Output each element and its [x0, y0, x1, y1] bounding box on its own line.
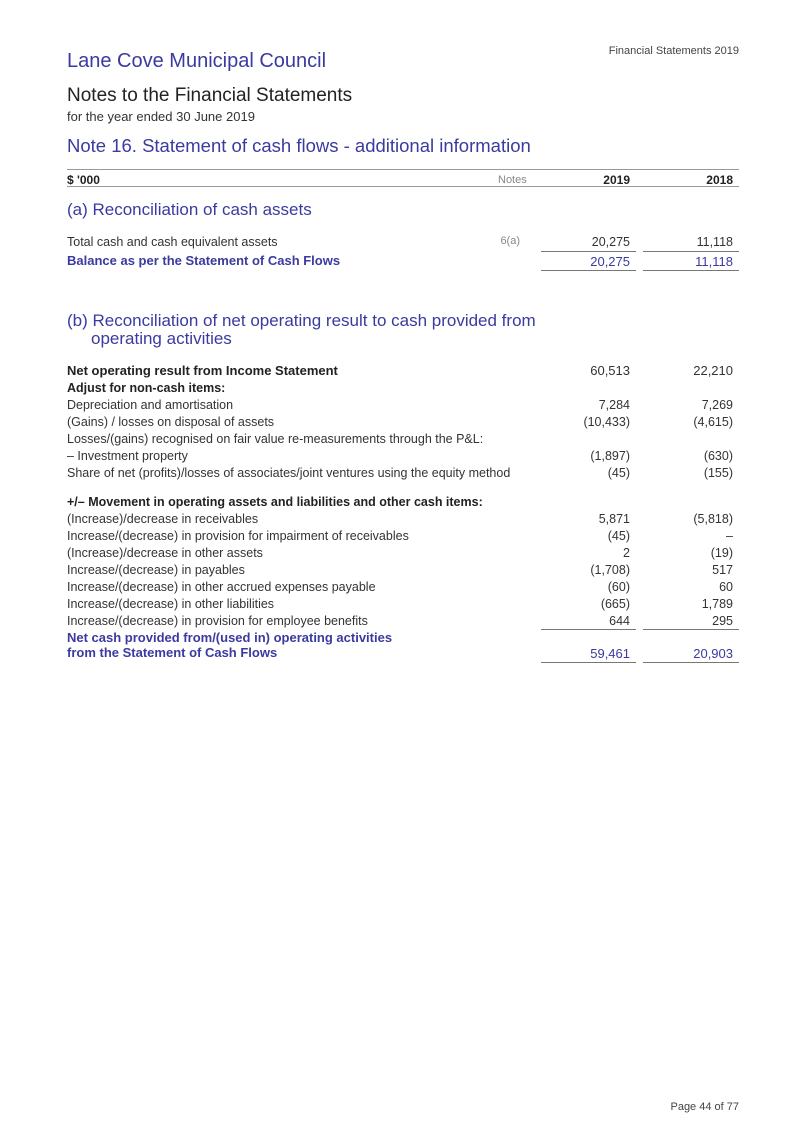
notes-title: Notes to the Financial Statements — [67, 85, 353, 106]
table-row — [0, 529, 806, 545]
section-b-title — [67, 312, 536, 348]
note-title: Note 16. Statement of cash flows - additional information — [67, 135, 531, 156]
value-2019: 2 — [623, 546, 630, 560]
total-rule-2018 — [643, 270, 739, 271]
notes-subtitle: for the year ended 30 June 2019 — [67, 109, 255, 124]
row-label: Depreciation and amortisation — [67, 398, 234, 412]
value-2018: (630) — [703, 449, 733, 463]
table-row-total — [0, 253, 806, 269]
value-2018: 60 — [719, 580, 733, 594]
total-rule-2019 — [541, 662, 636, 663]
row-note: 6(a) — [500, 235, 520, 247]
value-2019: 59,461 — [590, 646, 630, 661]
row-label: Share of net (profits)/losses of associates/joint ventures using the equity method — [67, 466, 511, 480]
value-2019: (1,708) — [590, 563, 630, 577]
table-row — [0, 580, 806, 596]
total-rule-2018 — [643, 662, 739, 663]
table-row-total — [0, 630, 806, 662]
row-label: +/– Movement in operating assets and liabilities and other cash items: — [67, 495, 483, 509]
year-2019-header: 2019 — [603, 173, 630, 187]
value-2018: 1,789 — [701, 597, 733, 611]
row-label: (Increase)/decrease in other assets — [67, 546, 263, 560]
header-rule-bottom — [67, 186, 739, 187]
value-2018: (155) — [703, 466, 733, 480]
row-label: Increase/(decrease) in other liabilities — [67, 597, 275, 611]
table-row — [0, 597, 806, 613]
document-label: Financial Statements 2019 — [608, 45, 739, 57]
table-row — [0, 466, 806, 482]
table-row — [0, 235, 806, 251]
value-2018: 22,210 — [693, 363, 733, 378]
value-2019: 644 — [609, 614, 630, 628]
table-row — [0, 415, 806, 431]
value-2019: 5,871 — [598, 512, 630, 526]
row-label: (Gains) / losses on disposal of assets — [67, 415, 275, 429]
row-label: – Investment property — [67, 449, 188, 463]
row-label: Total cash and cash equivalent assets — [67, 235, 278, 249]
value-2019: 20,275 — [590, 254, 630, 269]
table-row — [0, 449, 806, 465]
table-row — [0, 495, 806, 511]
row-label: Balance as per the Statement of Cash Flows — [67, 253, 341, 268]
value-2019: 7,284 — [598, 398, 630, 412]
value-2019: (60) — [607, 580, 630, 594]
value-2018: 517 — [712, 563, 733, 577]
council-name: Lane Cove Municipal Council — [67, 50, 327, 72]
value-2019: 20,275 — [591, 235, 630, 249]
section-b-title-line1: (b) Reconciliation of net operating result to cash provided from — [67, 311, 536, 330]
table-row — [0, 563, 806, 579]
row-label: Increase/(decrease) in other accrued expenses payable — [67, 580, 376, 594]
value-2018: 11,118 — [696, 235, 733, 249]
value-2018: – — [726, 529, 733, 543]
value-2018: 11,118 — [695, 254, 733, 269]
subtotal-rule-2019 — [541, 251, 636, 252]
table-row — [0, 614, 806, 630]
page-number: Page 44 of 77 — [670, 1101, 739, 1113]
table-row — [0, 398, 806, 414]
table-row — [0, 512, 806, 528]
value-2019: (45) — [607, 529, 630, 543]
total-label-line1: Net cash provided from/(used in) operating activities — [67, 630, 393, 645]
row-label: Losses/(gains) recognised on fair value re-measurements through the P&L: — [67, 432, 484, 446]
value-2019: (665) — [600, 597, 630, 611]
total-label-line2: from the Statement of Cash Flows — [67, 645, 278, 660]
row-label: (Increase)/decrease in receivables — [67, 512, 259, 526]
notes-header: Notes — [498, 174, 527, 186]
subtotal-rule-2018 — [643, 251, 739, 252]
value-2019: (1,897) — [590, 449, 630, 463]
value-2019: (10,433) — [583, 415, 630, 429]
row-label: Adjust for non-cash items: — [67, 381, 226, 395]
row-label: Increase/(decrease) in provision for impairment of receivables — [67, 529, 409, 543]
table-row — [0, 432, 806, 448]
table-row — [0, 381, 806, 397]
value-2018: (4,615) — [693, 415, 733, 429]
unit-header: $ '000 — [67, 173, 100, 187]
value-2019: (45) — [607, 466, 630, 480]
row-label: Increase/(decrease) in provision for employee benefits — [67, 614, 368, 628]
value-2018: 295 — [712, 614, 733, 628]
section-a-title: (a) Reconciliation of cash assets — [67, 200, 312, 219]
value-2018: (19) — [710, 546, 733, 560]
table-row — [0, 363, 806, 379]
value-2018: 7,269 — [701, 398, 733, 412]
header-rule-top — [67, 169, 739, 170]
row-label: Increase/(decrease) in payables — [67, 563, 245, 577]
value-2019: 60,513 — [590, 363, 630, 378]
total-rule-2019 — [541, 270, 636, 271]
section-b-title-line2: operating activities — [91, 329, 232, 348]
row-label: Net operating result from Income Statement — [67, 363, 338, 378]
table-row — [0, 546, 806, 562]
value-2018: (5,818) — [693, 512, 733, 526]
year-2018-header: 2018 — [706, 173, 733, 187]
value-2018: 20,903 — [693, 646, 733, 661]
